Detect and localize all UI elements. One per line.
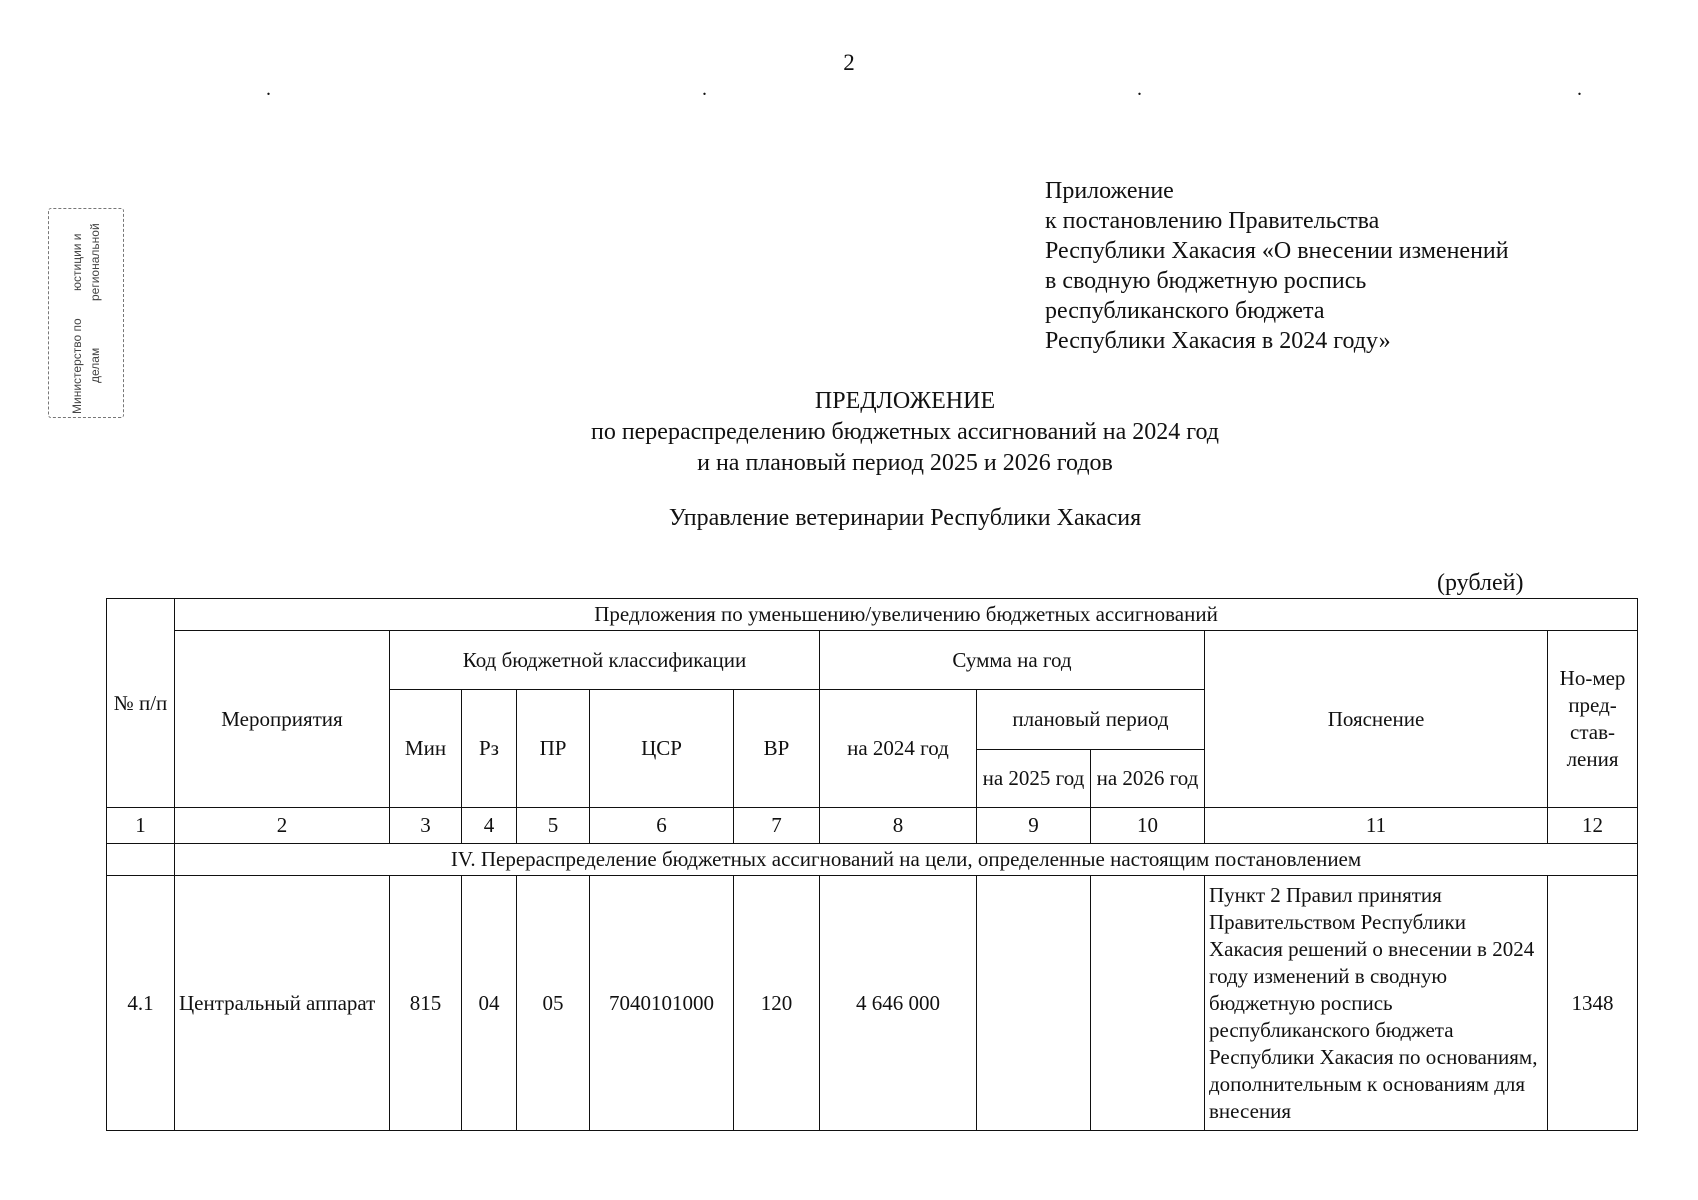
header-activities: Мероприятия bbox=[175, 631, 390, 808]
title-line: по перераспределению бюджетных ассигнований на 2024 год bbox=[590, 419, 1220, 445]
header-explanation: Пояснение bbox=[1205, 631, 1548, 808]
cell-explanation: Пункт 2 Правил принятия Правительством Республики Хакасия решений о внесении в 2024 году изменений в сводную бюджетную роспись республиканского бюджета Республики Хакасия по основаниям, дополнительным к основаниям для внесения bbox=[1205, 876, 1548, 1131]
header-pr: ПР bbox=[517, 690, 590, 808]
column-number: 10 bbox=[1091, 808, 1205, 844]
header-rz: Рз bbox=[462, 690, 517, 808]
header-proposals: Предложения по уменьшению/увеличению бюджетных ассигнований bbox=[175, 599, 1638, 631]
header-submission-number: Но-мер пред-став-ления bbox=[1548, 631, 1638, 808]
scan-dot: . bbox=[1137, 78, 1142, 100]
column-number: 6 bbox=[590, 808, 734, 844]
cell-sum-2024: 4 646 000 bbox=[820, 876, 977, 1131]
title-heading: ПРЕДЛОЖЕНИЕ bbox=[814, 388, 996, 414]
header-year-2026: на 2026 год bbox=[1091, 750, 1205, 808]
registration-stamp bbox=[48, 208, 124, 418]
header-sum-year: Сумма на год bbox=[820, 631, 1205, 690]
header-vr: ВР bbox=[734, 690, 820, 808]
cell-csr: 7040101000 bbox=[590, 876, 734, 1131]
header-code: Код бюджетной классификации bbox=[390, 631, 820, 690]
title-line: и на плановый период 2025 и 2026 годов bbox=[697, 450, 1113, 476]
column-number: 2 bbox=[175, 808, 390, 844]
appendix-line: Республики Хакасия «О внесении изменений bbox=[1045, 238, 1509, 264]
header-year-2024: на 2024 год bbox=[820, 690, 977, 808]
stamp-line: юстиции и региональной bbox=[70, 222, 102, 301]
appendix-line: Приложение bbox=[1045, 178, 1174, 204]
column-number: 11 bbox=[1205, 808, 1548, 844]
header-year-2025: на 2025 год bbox=[977, 750, 1091, 808]
column-number: 12 bbox=[1548, 808, 1638, 844]
cell-sum-2026 bbox=[1091, 876, 1205, 1131]
organization-name: Управление ветеринарии Республики Хакасия bbox=[668, 505, 1142, 531]
column-number: 8 bbox=[820, 808, 977, 844]
cell-min: 815 bbox=[390, 876, 462, 1131]
column-number: 3 bbox=[390, 808, 462, 844]
scan-dot: . bbox=[702, 78, 707, 100]
header-csr: ЦСР bbox=[590, 690, 734, 808]
scan-dot: . bbox=[1577, 78, 1582, 100]
cell-vr: 120 bbox=[734, 876, 820, 1131]
column-number: 9 bbox=[977, 808, 1091, 844]
appendix-line: республиканского бюджета bbox=[1045, 298, 1325, 324]
document-title bbox=[550, 386, 1260, 479]
appendix-line: в сводную бюджетную роспись bbox=[1045, 268, 1367, 294]
cell-rz: 04 bbox=[462, 876, 517, 1131]
units-label: (рублей) bbox=[1437, 570, 1524, 596]
column-number: 4 bbox=[462, 808, 517, 844]
appendix-line: Республики Хакасия в 2024 году» bbox=[1045, 328, 1391, 354]
cell-sum-2025 bbox=[977, 876, 1091, 1131]
page-number: 2 bbox=[843, 50, 855, 75]
column-number: 5 bbox=[517, 808, 590, 844]
stamp-line: Министерство по делам bbox=[70, 318, 102, 414]
table-row bbox=[107, 876, 1638, 1131]
cell-pr: 05 bbox=[517, 876, 590, 1131]
section-empty-cell bbox=[107, 844, 175, 876]
cell-submission-number: 1348 bbox=[1548, 876, 1638, 1131]
header-planned-period: плановый период bbox=[977, 690, 1205, 750]
budget-table bbox=[106, 598, 1638, 1131]
header-min: Мин bbox=[390, 690, 462, 808]
section-title: IV. Перераспределение бюджетных ассигнований на цели, определенные настоящим постановлением bbox=[175, 844, 1638, 876]
appendix-line: к постановлению Правительства bbox=[1045, 208, 1380, 234]
column-number: 7 bbox=[734, 808, 820, 844]
appendix-note bbox=[1045, 176, 1509, 356]
cell-num: 4.1 bbox=[107, 876, 175, 1131]
scan-dot: . bbox=[266, 78, 271, 100]
column-number: 1 bbox=[107, 808, 175, 844]
cell-activity: Центральный аппарат bbox=[175, 876, 390, 1131]
header-num: № п/п bbox=[107, 599, 175, 808]
